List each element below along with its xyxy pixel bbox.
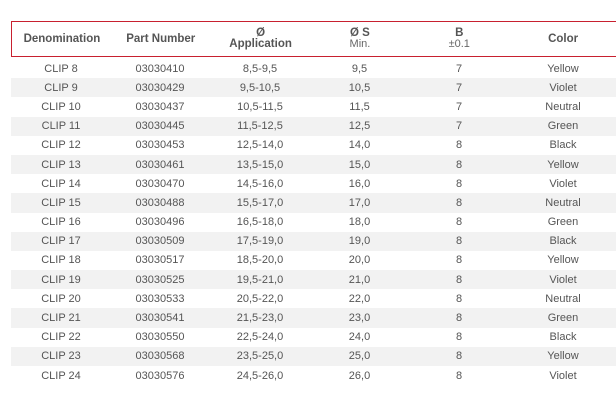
cell-color: Violet: [549, 369, 577, 382]
table-row: [11, 232, 616, 251]
cell-denomination: CLIP 21: [41, 312, 81, 325]
table-row: [11, 270, 616, 289]
cell-application: 22,5-24,0: [236, 331, 284, 344]
cell-s-min: 11,5: [349, 100, 370, 113]
cell-application: 8,5-9,5: [242, 62, 278, 75]
table-row: [11, 308, 616, 327]
table-row: [11, 366, 616, 385]
cell-part-number: 03030525: [135, 273, 185, 286]
cell-application: 12,5-14,0: [236, 139, 284, 152]
cell-s-min: 19,0: [348, 235, 371, 248]
cell-application: 18,5-20,0: [236, 254, 284, 267]
cell-color: Violet: [549, 273, 577, 286]
cell-denomination: CLIP 23: [41, 350, 81, 363]
table-row: [11, 117, 616, 136]
cell-b: 8: [455, 331, 463, 344]
cell-denomination: CLIP 11: [41, 120, 81, 133]
cell-part-number: 03030533: [135, 292, 185, 305]
cell-color: Black: [549, 331, 577, 344]
cell-b: 8: [455, 254, 463, 267]
header-part-number: Part Number: [126, 32, 196, 45]
cell-part-number: 03030541: [135, 312, 185, 325]
cell-color: Green: [547, 120, 579, 133]
header-b: [408, 28, 510, 50]
cell-denomination: CLIP 19: [41, 273, 81, 286]
header-s-sub: Min.: [349, 38, 371, 50]
cell-application: 15,5-17,0: [236, 196, 284, 209]
cell-s-min: 26,0: [348, 369, 371, 382]
cell-part-number: 03030453: [135, 139, 185, 152]
cell-b: 8: [455, 292, 463, 305]
table-row: [11, 155, 616, 174]
header-s-label: Ø S: [350, 27, 370, 39]
cell-color: Green: [547, 312, 579, 325]
cell-part-number: 03030429: [135, 81, 185, 94]
cell-color: Neutral: [545, 292, 581, 305]
header-application-label: Application: [229, 38, 292, 50]
cell-s-min: 25,0: [348, 350, 371, 363]
cell-b: 8: [455, 196, 463, 209]
cell-application: 23,5-25,0: [236, 350, 284, 363]
cell-s-min: 12,5: [348, 120, 371, 133]
cell-b: 8: [455, 273, 463, 286]
cell-application: 14,5-16,0: [236, 177, 284, 190]
table-header: [11, 21, 616, 57]
table-row: [11, 347, 616, 366]
cell-s-min: 10,5: [348, 81, 371, 94]
header-denomination: Denomination: [23, 32, 101, 45]
cell-b: 7: [455, 100, 463, 113]
cell-s-min: 9,5: [351, 62, 368, 75]
cell-part-number: 03030437: [135, 100, 185, 113]
cell-denomination: CLIP 22: [41, 331, 81, 344]
cell-color: Neutral: [545, 100, 581, 113]
cell-color: Black: [549, 139, 577, 152]
table-row: [11, 213, 616, 232]
table-row: [11, 59, 616, 78]
cell-s-min: 22,0: [348, 292, 371, 305]
cell-s-min: 14,0: [348, 139, 371, 152]
table-row: [11, 136, 616, 155]
cell-b: 8: [455, 177, 463, 190]
cell-color: Violet: [549, 177, 577, 190]
table-row: [11, 251, 616, 270]
cell-denomination: CLIP 9: [44, 81, 78, 94]
cell-b: 7: [455, 120, 463, 133]
table-row: [11, 97, 616, 116]
cell-part-number: 03030488: [135, 196, 185, 209]
cell-color: Yellow: [547, 254, 579, 267]
cell-part-number: 03030470: [135, 177, 185, 190]
spec-table: [11, 21, 616, 385]
cell-color: Yellow: [547, 62, 579, 75]
cell-part-number: 03030496: [135, 216, 185, 229]
table-row: [11, 328, 616, 347]
cell-denomination: CLIP 10: [41, 100, 81, 113]
cell-part-number: 03030568: [135, 350, 185, 363]
table-row: [11, 78, 616, 97]
cell-denomination: CLIP 15: [41, 196, 81, 209]
cell-b: 8: [455, 139, 463, 152]
cell-application: 17,5-19,0: [236, 235, 284, 248]
table-body: [11, 57, 616, 385]
cell-denomination: CLIP 16: [41, 216, 81, 229]
cell-application: 19,5-21,0: [236, 273, 284, 286]
header-application-symbol: Ø: [256, 27, 266, 39]
header-color: Color: [548, 32, 579, 45]
cell-part-number: 03030576: [135, 369, 185, 382]
header-s: [312, 28, 409, 50]
cell-s-min: 18,0: [348, 216, 371, 229]
cell-b: 8: [455, 369, 463, 382]
cell-s-min: 20,0: [348, 254, 371, 267]
cell-denomination: CLIP 17: [41, 235, 81, 248]
cell-application: 9,5-10,5: [239, 81, 281, 94]
cell-s-min: 21,0: [348, 273, 371, 286]
cell-b: 8: [455, 158, 463, 171]
cell-s-min: 24,0: [348, 331, 371, 344]
cell-color: Green: [547, 216, 579, 229]
cell-b: 8: [455, 312, 463, 325]
cell-denomination: CLIP 14: [41, 177, 81, 190]
cell-s-min: 15,0: [348, 158, 371, 171]
cell-application: 11,5-12,5: [237, 120, 283, 133]
cell-denomination: CLIP 24: [41, 369, 81, 382]
header-b-label: B: [455, 27, 464, 39]
cell-application: 16,5-18,0: [236, 216, 284, 229]
cell-part-number: 03030517: [135, 254, 185, 267]
cell-part-number: 03030550: [135, 331, 185, 344]
cell-s-min: 16,0: [348, 177, 371, 190]
table-row: [11, 193, 616, 212]
cell-s-min: 17,0: [348, 196, 371, 209]
table-row: [11, 174, 616, 193]
cell-denomination: CLIP 18: [41, 254, 81, 267]
cell-application: 20,5-22,0: [236, 292, 284, 305]
cell-b: 8: [455, 216, 463, 229]
cell-s-min: 23,0: [348, 312, 371, 325]
cell-application: 10,5-11,5: [237, 100, 283, 113]
cell-application: 13,5-15,0: [236, 158, 284, 171]
cell-b: 7: [455, 62, 463, 75]
header-b-sub: ±0.1: [448, 38, 470, 50]
cell-application: 24,5-26,0: [236, 369, 284, 382]
cell-denomination: CLIP 13: [41, 158, 81, 171]
cell-part-number: 03030445: [135, 120, 185, 133]
cell-part-number: 03030410: [135, 62, 185, 75]
cell-part-number: 03030461: [135, 158, 185, 171]
cell-color: Yellow: [547, 350, 579, 363]
cell-b: 7: [455, 81, 463, 94]
cell-part-number: 03030509: [135, 235, 185, 248]
cell-application: 21,5-23,0: [236, 312, 284, 325]
cell-denomination: CLIP 12: [41, 139, 81, 152]
table-row: [11, 289, 616, 308]
cell-color: Black: [549, 235, 577, 248]
cell-b: 8: [455, 350, 463, 363]
cell-denomination: CLIP 20: [41, 292, 81, 305]
cell-b: 8: [455, 235, 463, 248]
cell-color: Neutral: [545, 196, 581, 209]
cell-color: Violet: [549, 81, 577, 94]
cell-color: Yellow: [547, 158, 579, 171]
cell-denomination: CLIP 8: [44, 62, 78, 75]
header-application: [210, 28, 312, 50]
